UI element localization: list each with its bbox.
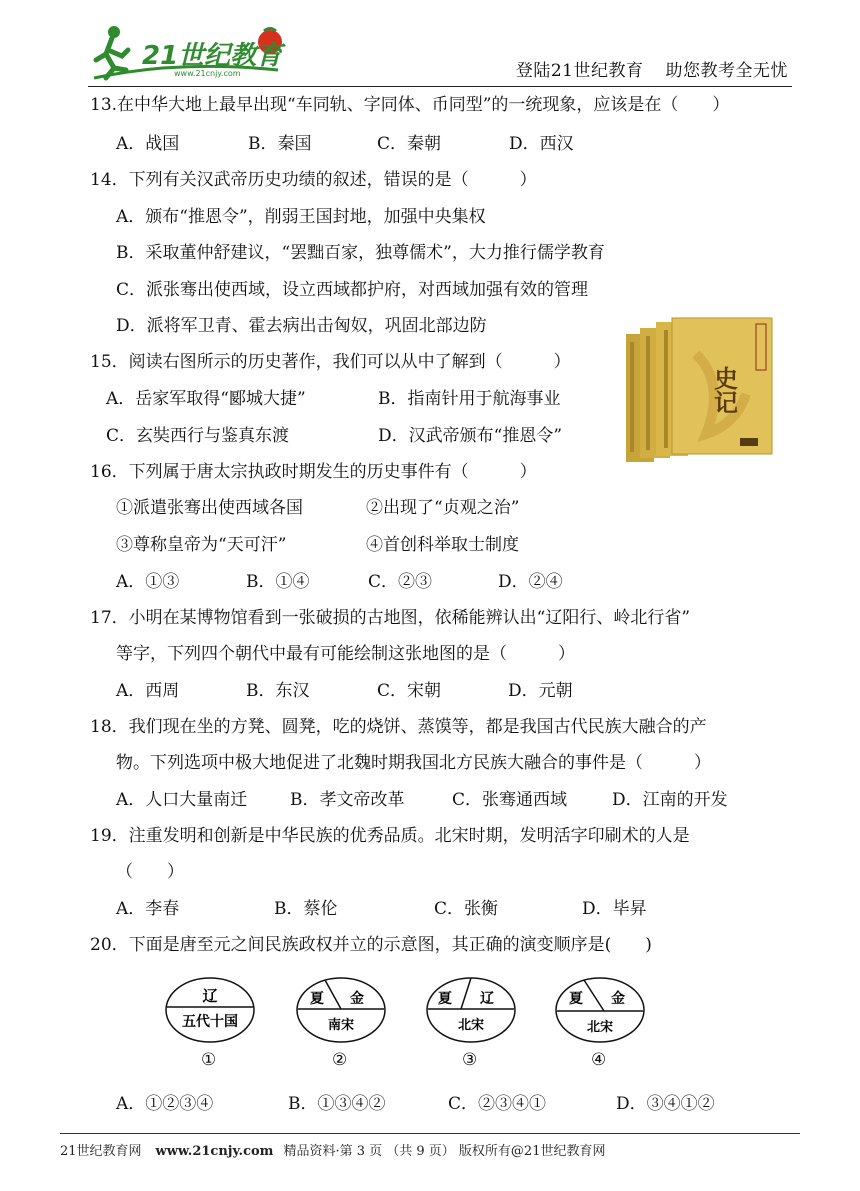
footer-site-link[interactable]: www.21cnjy.com xyxy=(155,1144,274,1159)
q14-option-c[interactable]: C．派张骞出使西域，设立西域都护府，对西域加强有效的管理 xyxy=(116,280,589,300)
diagram2-bottom: 南宋 xyxy=(327,1018,355,1033)
diagram3-number: ③ xyxy=(462,1050,478,1070)
footer-divider xyxy=(60,1133,800,1134)
q20-option-d[interactable]: D．③④①② xyxy=(616,1094,715,1114)
shiji-books-image xyxy=(626,314,774,462)
q17-option-a[interactable]: A．西周 xyxy=(116,681,180,701)
question-13-stem: 13.在中华大地上最早出现“车同轨、字同体、币同型”的一统现象，应该是在（ ） xyxy=(90,95,730,115)
question-19-stem-line1: 19．注重发明和创新是中华民族的优秀品质。北宋时期，发明活字印刷术的人是 xyxy=(90,826,690,846)
q18-option-a[interactable]: A．人口大量南迁 xyxy=(116,790,248,810)
question-18-stem-line1: 18．我们现在坐的方凳、圆凳，吃的烧饼、蒸馍等，都是我国古代民族大融合的产 xyxy=(90,717,707,737)
q18-option-b[interactable]: B．孝文帝改革 xyxy=(290,790,405,810)
footer-left: 21世纪教育网 xyxy=(60,1144,142,1159)
diagram2-top-right: 金 xyxy=(350,991,364,1007)
q19-option-a[interactable]: A．李春 xyxy=(116,899,180,919)
q16-option-b[interactable]: B．①④ xyxy=(246,572,310,592)
q17-option-b[interactable]: B．东汉 xyxy=(246,681,310,701)
diagram4-number: ④ xyxy=(591,1050,607,1070)
question-17-stem-line1: 17．小明在某博物馆看到一张破损的古地图，依稀能辨认出“辽阳行、岭北行省” xyxy=(90,608,691,628)
q17-option-c[interactable]: C．宋朝 xyxy=(377,681,442,701)
diagram1-top: 辽 xyxy=(202,987,218,1005)
q14-option-b[interactable]: B．采取董仲舒建议，“罢黜百家，独尊儒术”，大力推行儒学教育 xyxy=(116,243,605,263)
q20-diagram-4 xyxy=(554,975,646,1045)
q16-item-3: ③尊称皇帝为“天可汗” xyxy=(116,535,287,555)
page-footer xyxy=(60,1140,800,1159)
logo-text: 21世纪教育 xyxy=(142,41,283,71)
header-divider xyxy=(88,86,792,87)
diagram3-bottom: 北宋 xyxy=(457,1018,485,1033)
diagram1-number: ① xyxy=(201,1050,217,1070)
q19-option-d[interactable]: D．毕昇 xyxy=(582,899,647,919)
header-slogan xyxy=(516,56,788,81)
q13-option-c[interactable]: C．秦朝 xyxy=(377,134,442,154)
q18-option-d[interactable]: D．江南的开发 xyxy=(612,790,728,810)
q17-option-d[interactable]: D．元朝 xyxy=(508,681,573,701)
site-logo xyxy=(88,20,298,82)
q20-diagram-2 xyxy=(295,975,387,1045)
diagram4-top-left: 夏 xyxy=(569,991,583,1007)
q16-item-1: ①派遣张骞出使西域各国 xyxy=(116,498,303,518)
question-15-stem: 15．阅读右图所示的历史著作，我们可以从中了解到（ ） xyxy=(90,352,571,372)
q15-option-d[interactable]: D．汉武帝颁布“推恩令” xyxy=(378,426,563,446)
q16-option-c[interactable]: C．②③ xyxy=(368,572,433,592)
diagram2-top-left: 夏 xyxy=(310,991,324,1007)
diagram4-top-right: 金 xyxy=(611,991,625,1007)
question-19-stem-line2: （ ） xyxy=(116,862,184,882)
q15-option-c[interactable]: C．玄奘西行与鉴真东渡 xyxy=(106,426,290,446)
q20-option-b[interactable]: B．①③④② xyxy=(288,1094,386,1114)
q20-option-c[interactable]: C．②③④① xyxy=(448,1094,547,1114)
question-17-stem-line2: 等字，下列四个朝代中最有可能绘制这张地图的是（ ） xyxy=(116,644,575,664)
q20-option-a[interactable]: A．①②③④ xyxy=(116,1094,214,1114)
diagram1-bottom: 五代十国 xyxy=(182,1014,238,1030)
q14-option-a[interactable]: A．颁布“推恩令”，削弱王国封地，加强中央集权 xyxy=(116,207,486,227)
question-14-stem: 14．下列有关汉武帝历史功绩的叙述，错误的是（ ） xyxy=(90,170,537,190)
slogan-right: 助您教考全无忧 xyxy=(665,61,788,81)
page-header xyxy=(88,20,788,86)
q13-option-d[interactable]: D．西汉 xyxy=(509,134,574,154)
q16-option-a[interactable]: A．①③ xyxy=(116,572,180,592)
q15-option-b[interactable]: B．指南针用于航海事业 xyxy=(378,389,561,409)
q16-option-d[interactable]: D．②④ xyxy=(498,572,563,592)
q19-option-b[interactable]: B．蔡伦 xyxy=(274,899,338,919)
q16-item-4: ④首创科举取士制度 xyxy=(366,535,519,555)
diagram3-top-left: 夏 xyxy=(438,991,452,1007)
q20-diagram-1 xyxy=(164,975,256,1045)
q16-item-2: ②出现了“贞观之治” xyxy=(366,498,520,518)
slogan-left: 登陆21世纪教育 xyxy=(515,61,644,81)
question-20-stem: 20．下面是唐至元之间民族政权并立的示意图，其正确的演变顺序是( ) xyxy=(90,935,652,955)
footer-copyright: 版权所有@21世纪教育网 xyxy=(458,1144,606,1159)
logo-url: www.21cnjy.com xyxy=(174,69,241,78)
footer-page-info: 精品资料·第 3 页 （共 9 页） xyxy=(283,1144,455,1159)
q15-option-a[interactable]: A．岳家军取得“郾城大捷” xyxy=(106,389,306,409)
diagram3-top-right: 辽 xyxy=(480,991,494,1007)
question-18-stem-line2: 物。下列选项中极大地促进了北魏时期我国北方民族大融合的事件是（ ） xyxy=(116,753,711,773)
diagram2-number: ② xyxy=(332,1050,348,1070)
q19-option-c[interactable]: C．张衡 xyxy=(434,899,499,919)
diagram4-bottom: 北宋 xyxy=(586,1020,614,1035)
q20-diagram-3 xyxy=(425,975,517,1045)
book-title: 史记 xyxy=(709,366,739,414)
q14-option-d[interactable]: D．派将军卫青、霍去病出击匈奴，巩固北部边防 xyxy=(116,316,487,336)
q13-option-a[interactable]: A．战国 xyxy=(116,134,180,154)
q13-option-b[interactable]: B．秦国 xyxy=(248,134,312,154)
q18-option-c[interactable]: C．张骞通西域 xyxy=(452,790,568,810)
question-16-stem: 16．下列属于唐太宗执政时期发生的历史事件有（ ） xyxy=(90,462,537,482)
